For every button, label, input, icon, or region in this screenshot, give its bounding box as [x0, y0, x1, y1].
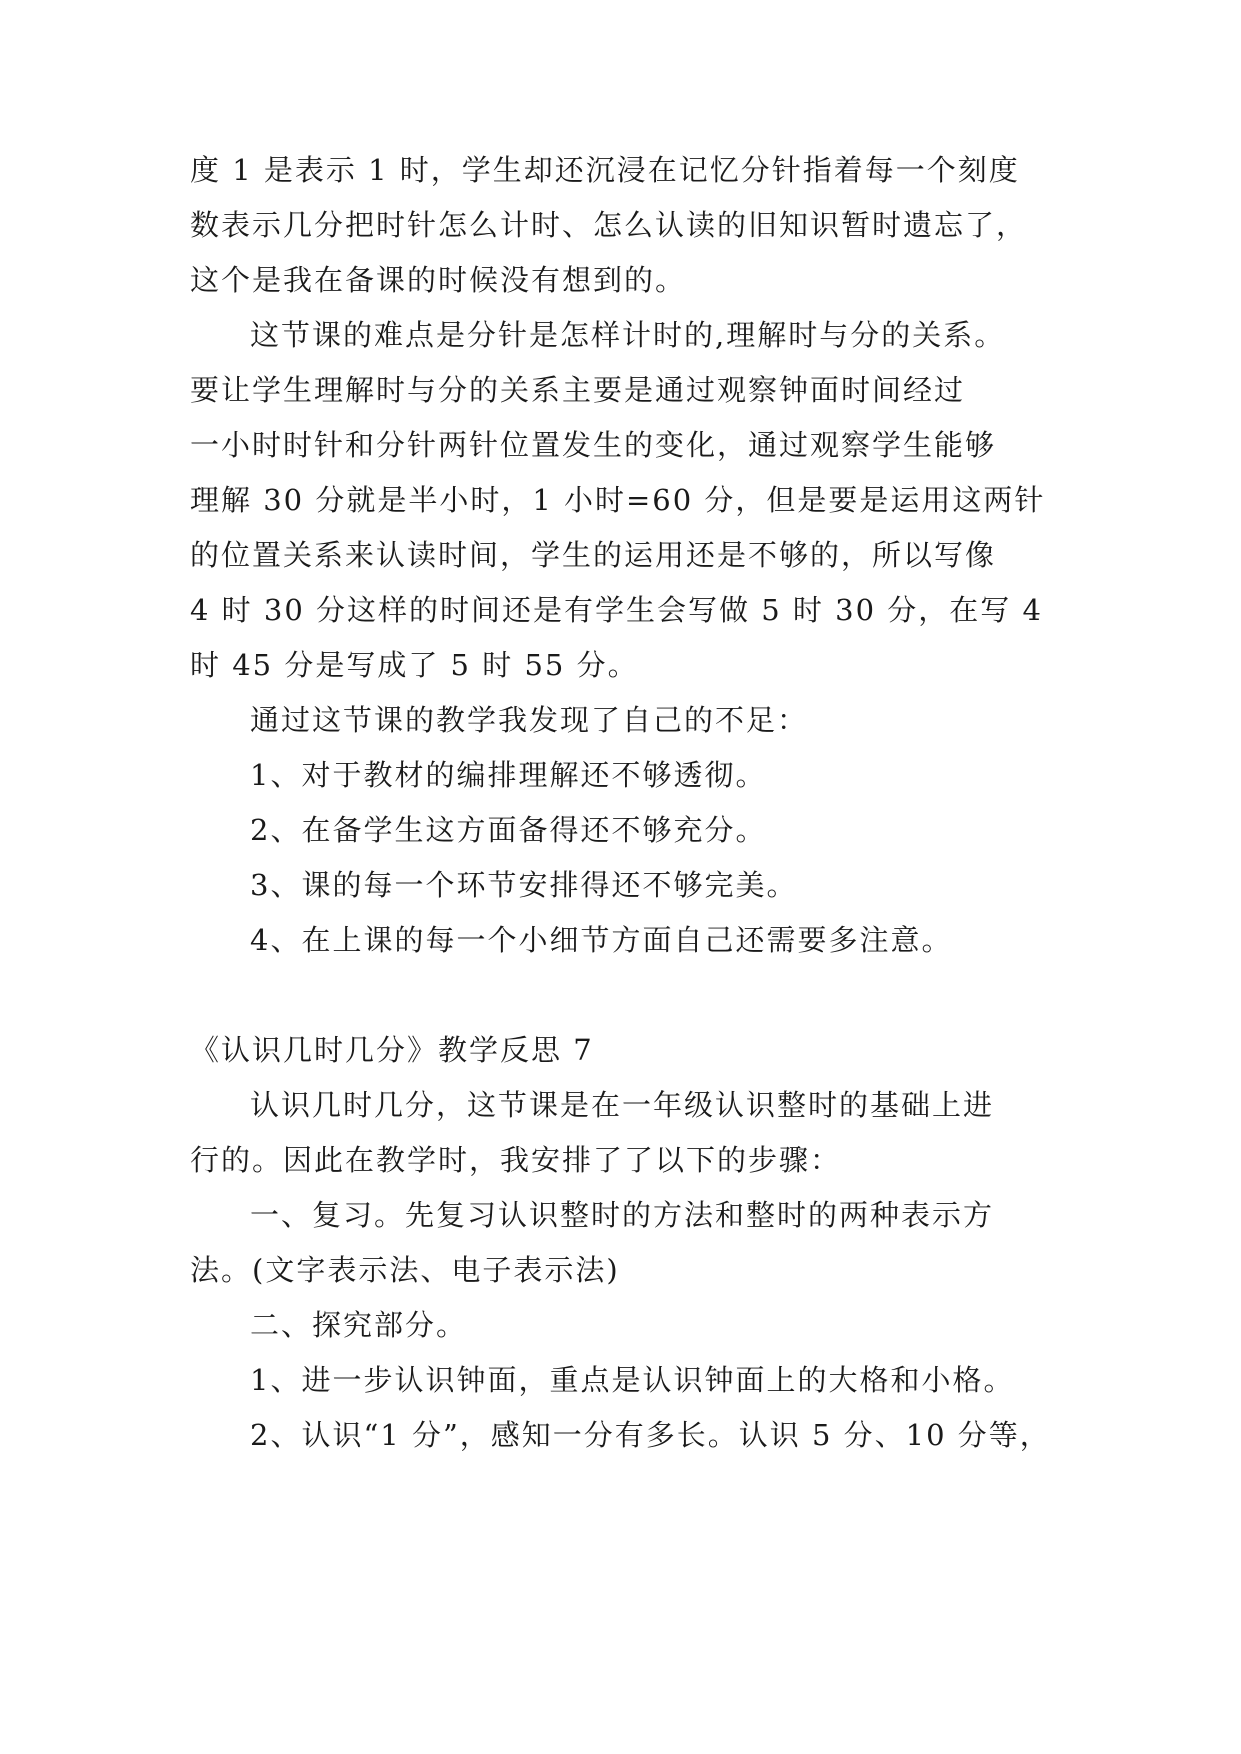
paragraph-start: 认识几时几分，这节课是在一年级认识整时的基础上进 — [250, 1088, 995, 1122]
paragraph-start: 二、探究部分。 — [250, 1308, 468, 1342]
list-item: 2、认识“1 分”，感知一分有多长。认识 5 分、10 分等， — [250, 1418, 1051, 1452]
text-line: 一小时时针和分针两针位置发生的变化，通过观察学生能够 — [190, 428, 997, 462]
list-item: 1、进一步认识钟面，重点是认识钟面上的大格和小格。 — [250, 1363, 1015, 1397]
text-line: 要让学生理解时与分的关系主要是通过观察钟面时间经过 — [190, 373, 966, 407]
list-item: 1、对于教材的编排理解还不够透彻。 — [250, 758, 767, 792]
text-line: 时 45 分是写成了 5 时 55 分。 — [190, 648, 639, 682]
text-line: 的位置关系来认读时间，学生的运用还是不够的，所以写像 — [190, 538, 997, 572]
section-title: 《认识几时几分》教学反思 7 — [190, 1033, 594, 1067]
paragraph-start: 通过这节课的教学我发现了自己的不足： — [250, 703, 809, 737]
paragraph-start: 一、复习。先复习认识整时的方法和整时的两种表示方 — [250, 1198, 995, 1232]
paragraph-start: 这节课的难点是分针是怎样计时的,理解时与分的关系。 — [250, 318, 1006, 352]
text-line: 4 时 30 分这样的时间还是有学生会写做 5 时 30 分，在写 4 — [190, 593, 1043, 627]
text-line: 理解 30 分就是半小时，1 小时=60 分，但是要是运用这两针 — [190, 483, 1046, 517]
text-line: 数表示几分把时针怎么计时、怎么认读的旧知识暂时遗忘了， — [190, 208, 1028, 242]
list-item: 3、课的每一个环节安排得还不够完美。 — [250, 868, 798, 902]
text-line: 行的。因此在教学时，我安排了了以下的步骤： — [190, 1143, 842, 1177]
list-item: 4、在上课的每一个小细节方面自己还需要多注意。 — [250, 923, 953, 957]
text-line: 度 1 是表示 1 时，学生却还沉浸在记忆分针指着每一个刻度 — [190, 153, 1020, 187]
text-line: 这个是我在备课的时候没有想到的。 — [190, 263, 687, 297]
text-line: 法。(文字表示法、电子表示法) — [190, 1253, 620, 1287]
list-item: 2、在备学生这方面备得还不够充分。 — [250, 813, 767, 847]
